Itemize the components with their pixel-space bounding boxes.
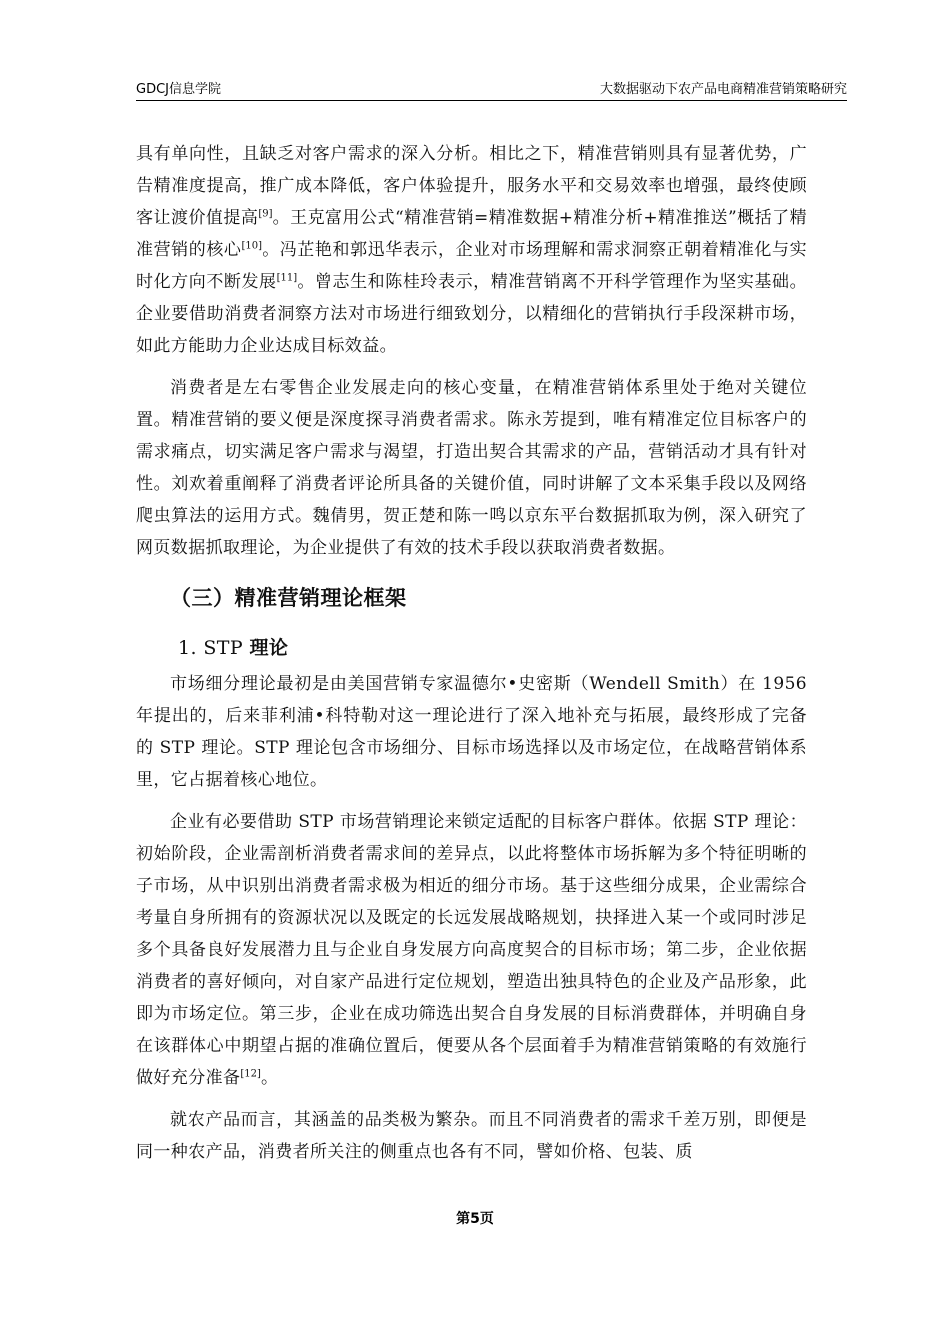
section-heading: （三）精准营销理论框架: [170, 586, 407, 610]
paragraph-continuation: [136, 138, 807, 362]
paragraph-consumer: 消费者是左右零售企业发展走向的核心变量，在精准营销体系里处于绝对关键位置。精准营销的要义便是深度探寻消费者需求。陈永芳提到，唯有精准定位目标客户的需求痛点，切实满足客户需求与渴望，打造出契合其需求的产品，营销活动才具有针对性。刘欢着重阐释了消费者评论所具备的关键价值，同时讲解了文本采集手段以及网络爬虫算法的运用方式。魏倩男，贺正楚和陈一鸣以京东平台数据抓取为例，深入研究了网页数据抓取理论，为企业提供了有效的技术手段以获取消费者数据。: [136, 378, 807, 558]
paragraph-stp-origin: 市场细分理论最初是由美国营销专家温德尔•史密斯（Wendell Smith）在 1956 年提出的，后来菲利浦•科特勒对这一理论进行了深入地补充与拓展，最终形成了完备的 STP 理论。STP 理论包含市场细分、目标市场选择以及市场定位，在战略营销体系里，它占据着核心地位。: [136, 674, 807, 790]
subsection-title: 理论: [249, 637, 289, 659]
header-thesis-title: 大数据驱动下农产品电商精准营销策略研究: [599, 82, 847, 97]
citation-ref: [11]: [276, 272, 298, 284]
paragraph-agri-products: 就农产品而言，其涵盖的品类极为繁杂。而且不同消费者的需求千差万别，即便是同一种农产品，消费者所关注的侧重点也各有不同，譬如价格、包装、质: [136, 1110, 807, 1162]
paragraph-text: 。曾志生和陈桂玲表示，精准营销离不开科学管理作为坚实基础。企业要借助消费者洞察方法对市场进行细致划分，以精细化的营销执行手段深耕市场，如此方能助力企业达成目标效益。: [136, 272, 807, 356]
citation-ref: [12]: [240, 1068, 261, 1080]
subsection-heading: [178, 632, 807, 664]
citation-ref: [9]: [258, 208, 273, 220]
body-content: [136, 138, 807, 1178]
paragraph-stp-steps: [136, 806, 807, 1094]
paragraph-text: 。王克富用公式“精准营销=精准数据+精准分析+精准推送”概括了精准营销的核心: [136, 208, 807, 260]
citation-ref: [10]: [241, 240, 263, 252]
subsection-number: 1. STP: [178, 637, 244, 659]
paragraph-text: 企业有必要借助 STP 市场营销理论来锁定适配的目标客户群体。依据 STP 理论：初始阶段，企业需剖析消费者需求间的差异点，以此将整体市场拆解为多个特征明晰的子市场，从中识别出消费者需求极为相近的细分市场。基于这些细分成果，企业需综合考量自身所拥有的资源状况以及既定的长远发展战略规划，抉择进入某一个或同时涉足多个具备良好发展潜力且与企业自身发展方向高度契合的目标市场；第二步，企业依据消费者的喜好倾向，对自家产品进行定位规划，塑造出独具特色的企业及产品形象，此即为市场定位。第三步，企业在成功筛选出契合自身发展的目标消费群体，并明确自身在该群体心中期望占据的准确位置后，便要从各个层面着手为精准营销策略的有效施行做好充分准备: [136, 812, 807, 1088]
paragraph-text: 。: [260, 1068, 279, 1088]
paragraph-text: 具有单向性，且缺乏对客户需求的深入分析。相比之下，精准营销则具有显著优势，广告精准度提高，推广成本降低，客户体验提升，服务水平和交易效率也增强，最终使顾客让渡价值提高: [136, 144, 807, 228]
header-institution: GDCJ信息学院: [136, 82, 221, 97]
paragraph-text: 。冯芷艳和郭迅华表示，企业对市场理解和需求洞察正朝着精准化与实时化方向不断发展: [136, 240, 807, 292]
header-divider: [136, 100, 847, 101]
page-number: 第5页: [456, 1211, 494, 1227]
